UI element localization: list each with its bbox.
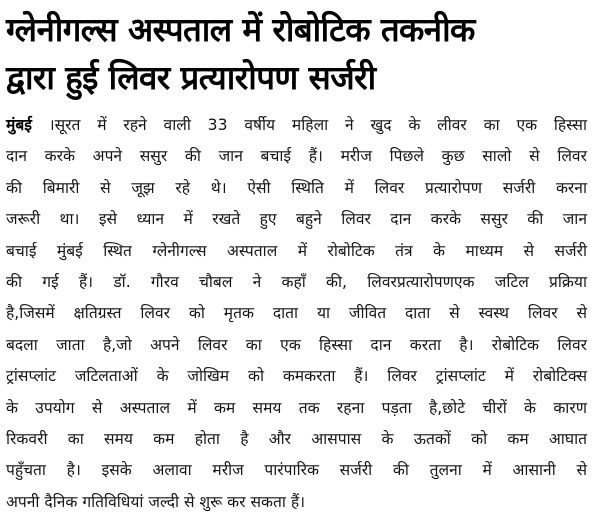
body-line-13: अपनी दैनिक गतिविधियां जल्दी से शुरू कर सकता हैं। [6,492,306,511]
body-line-10: के उपयोग से अस्पताल में कम समय तक रहना पड़ता है,छोटे चीरों के कारण [6,398,587,417]
headline-line-2: द्वारा हुई लिवर प्रत्यारोपण सर्जरी [6,58,376,97]
body-line-7: है,जिसमें क्षतिग्रस्त लिवर को मृतक दाता या जीवित दाता से स्वस्थ लिवर से [6,304,587,323]
body-line-5: बचाई मुंबई स्थित ग्लेनीगल्स अस्पताल में रोबोटिक तंत्र के माध्यम से सर्जरी [6,241,587,260]
article-headline [6,6,587,102]
body-line-12: पहुँचता है। इसके अलावा मरीज पारंपारिक सर्जरी की तुलना में आसानी से [6,461,587,480]
headline-line-1: ग्लेनीगल्स अस्पताल में रोबोटिक तकनीक [6,10,475,49]
body-line-8: बदला जाता है,जो अपने लिवर का एक हिस्सा दान करता है। रोबोटिक लिवर [6,335,587,354]
body-line-2: दान करके अपने ससुर की जान बचाई हैं। मरीज पिछले कुछ सालो से लिवर [6,147,587,166]
body-line-4: जरूरी था। इसे ध्यान में रखते हुए बहुने लिवर दान करके ससुर की जान [6,210,587,229]
body-line-9: ट्रांसप्लांट जटिलताओं के जोखिम को कमकरता हैं। लिवर ट्रांसप्लांट में रोबोटिक्स [6,367,587,386]
dateline: मुंबई [6,116,32,134]
body-line-1-text: ।सूरत में रहने वाली 33 वर्षीय महिला ने खुद के लीवर का एक हिस्सा [48,116,587,134]
body-line-11: रिकवरी का समय कम होता है और आसपास के ऊतकों को कम आघात [6,430,587,449]
article-body [6,110,587,518]
body-line-6: की गई हैं। डॉ. गौरव चौबल ने कहाँ की, लिवरप्रत्यारोपणएक जटिल प्रक्रिया [6,273,587,292]
body-line-3: की बिमारी से जूझ रहे थे। ऐसी स्थिति में लिवर प्रत्यारोपण सर्जरी करना [6,178,587,197]
body-line-1 [6,110,587,141]
